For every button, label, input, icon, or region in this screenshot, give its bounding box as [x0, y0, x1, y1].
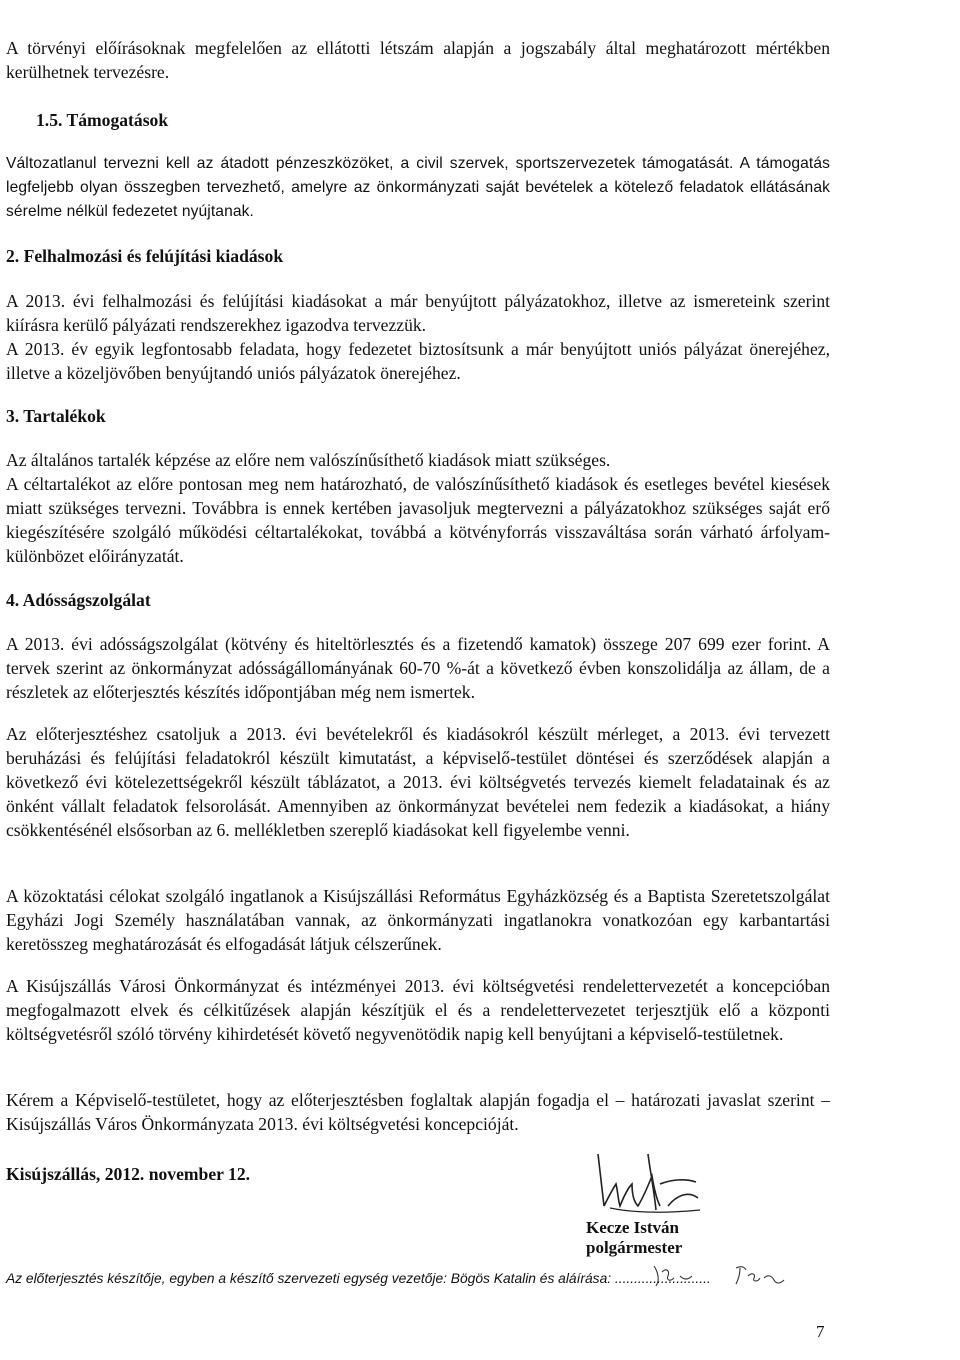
paragraph-reserves-a: Az általános tartalék képzése az előre nem valószínűsíthető kiadások miatt szükséges.	[6, 450, 611, 470]
place-and-date: Kisújszállás, 2012. november 12.	[6, 1164, 251, 1184]
heading-1-5-support: 1.5. Támogatások	[36, 110, 169, 130]
paragraph-properties: A közoktatási célokat szolgáló ingatlanok a Kisújszállási Református Egyházközség és a Baptista Szeretetszolgálat Egyházi Jogi Személy használatában vannak, az önkormányzati ingatlanokra vonatkozóan egy karbantartási keretösszeg meghatározását és elfogadását látjuk célszerűnek.	[6, 886, 830, 954]
paragraph-request: Kérem a Képviselő-testületet, hogy az előterjesztésben foglaltak alapján fogadja el – határozati javaslat szerint – Kisújszállás Város Önkormányzata 2013. évi költségvetési koncepcióját.	[6, 1090, 830, 1134]
heading-4-debt-service: 4. Adósságszolgálat	[6, 590, 151, 610]
signatory-title: polgármester	[586, 1238, 683, 1257]
footer-preparer-note: Az előterjesztés készítője, egyben a készítő szervezeti egység vezetője: Bögös Katalin és aláírása: .........................	[6, 1271, 711, 1286]
paragraph-attachments: Az előterjesztéshez csatoljuk a 2013. évi bevételekről és kiadásokról készült mérleget, a 2013. évi tervezett beruházási és felújítási feladatokról készült kimutatást, a képviselő-testület döntései és szerződések alapján a következő évi kötelezettségekről készült táblázatot, a 2013. évi költségvetés tervezés kiemelt feladatainak és az önként vállalt feladatok felsorolását. Amennyiben az önkormányzat bevételei nem fedezik a kiadásokat, a hiány csökkentésénél elsősorban az 6. mellékletben szereplő kiadásokat kell figyelembe venni.	[6, 724, 830, 840]
paragraph-support: Változatlanul tervezni kell az átadott pénzeszközöket, a civil szervek, sportszervezetek támogatását. A támogatás legfeljebb olyan összegben tervezhető, amelyre az önkormányzati saját bevételek a kötelező feladatok ellátásának sérelme nélkül fedezetet nyújtanak.	[6, 155, 830, 220]
paragraph-reserves-b: A céltartalékot az előre pontosan meg nem határozható, de valószínűsíthető kiadások és esetleges bevétel kiesések miatt szükséges tervezni. Továbbra is ennek kertében javasoljuk megtervezni a pályázatokhoz szükséges saját erő kiegészítésére szolgáló működési céltartalékokat, továbbá a kötvényforrás visszaváltása során várható árfolyam-különbözet előirányzatát.	[6, 474, 830, 566]
page-number: 7	[816, 1322, 825, 1341]
paragraph-debt-service: A 2013. évi adósságszolgálat (kötvény és hiteltörlesztés és a fizetendő kamatok) összege 207 699 ezer forint. A tervek szerint az önkormányzat adósságállományának 60-70 %-át a következő évben konszolidálja az állam, de a részletek az előterjesztés készítés időpontjában még nem ismertek.	[6, 634, 830, 702]
paragraph-investment-b: A 2013. év egyik legfontosabb feladata, hogy fedezetet biztosítsunk a már benyújtott uniós pályázat önerejéhez, illetve a közeljövőben benyújtandó uniós pályázatok önerejéhez.	[6, 339, 830, 383]
paragraph-investment-a: A 2013. évi felhalmozási és felújítási kiadásokat a már benyújtott pályázatokhoz, illetve az ismereteink szerint kiírásra kerülő pályázati rendszerekhez igazodva tervezzük.	[6, 291, 830, 335]
heading-3-reserves: 3. Tartalékok	[6, 406, 106, 426]
paragraph-budget-decree: A Kisújszállás Városi Önkormányzat és intézményei 2013. évi költségvetési rendelettervezetét a koncepcióban megfogalmazott elvek és célkitűzések alapján készítjük el és a rendelettervezetet terjesztjük elő a központi költségvetésről szóló törvény kihirdetését követő negyvenötödik napig kell benyújtani a képviselő-testületnek.	[6, 976, 830, 1044]
signatory-name: Kecze István	[586, 1218, 680, 1237]
heading-2-investment: 2. Felhalmozási és felújítási kiadások	[6, 246, 284, 266]
paragraph-staffing: A törvényi előírásoknak megfelelően az ellátotti létszám alapján a jogszabály által meghatározott mértékben kerülhetnek tervezésre.	[6, 38, 830, 82]
initials-signature	[640, 1258, 800, 1294]
